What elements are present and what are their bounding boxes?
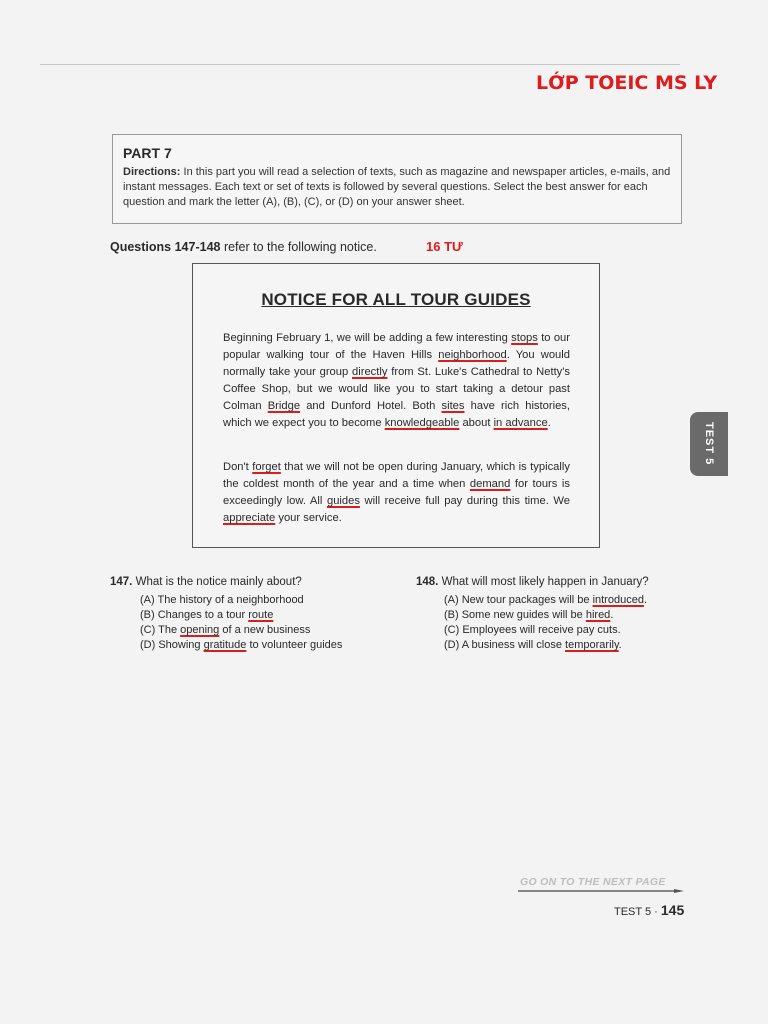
- questions-intro-text: refer to the following notice.: [220, 240, 377, 254]
- underlined-word: Bridge: [267, 400, 301, 412]
- text: Don't: [223, 461, 253, 473]
- text: of a new business: [219, 624, 311, 636]
- notice-paragraph-1: [223, 330, 570, 432]
- question-text: What will most likely happen in January?: [438, 576, 649, 588]
- options-147: [140, 593, 342, 653]
- option-147-b[interactable]: [140, 608, 342, 623]
- underlined-word: introduced: [592, 594, 644, 606]
- options-148: [444, 593, 647, 653]
- notice-paragraph-2: [223, 459, 570, 527]
- option-147-a[interactable]: (A) The history of a neighborhood: [140, 594, 304, 606]
- next-page-label: GO ON TO THE NEXT PAGE: [520, 876, 666, 888]
- option-148-a[interactable]: [444, 593, 647, 608]
- text: to our popular walking tour of the Haven Hills: [223, 332, 571, 361]
- directions-label: Directions:: [123, 166, 181, 178]
- underlined-word: neighborhood: [438, 349, 507, 361]
- underlined-word: guides: [326, 495, 360, 507]
- text: .: [643, 594, 647, 606]
- text: to volunteer guides: [246, 639, 343, 651]
- text: . You would normally take your group: [223, 349, 570, 378]
- text: that we will not be open during January, which is typically the coldest month of the year and a time when: [223, 461, 570, 490]
- question-number: 147.: [110, 576, 133, 588]
- text: from St. Luke's Cathedral to Netty's Coffee Shop, but we would like you to start taking a detour past Colman: [223, 366, 570, 412]
- underlined-word: demand: [469, 478, 511, 490]
- questions-intro: [110, 240, 377, 254]
- underlined-word: appreciate: [223, 512, 276, 524]
- page-number: 145: [660, 902, 685, 918]
- underlined-word: opening: [180, 624, 220, 636]
- page-footer: [614, 902, 684, 918]
- notice-box: [192, 263, 600, 548]
- option-148-b[interactable]: [444, 608, 647, 623]
- text: have rich histories, which we expect you to become: [223, 400, 570, 429]
- handwritten-note: 16 TƯ: [426, 239, 463, 254]
- text: will receive full pay during this time. We: [359, 495, 570, 507]
- question-text: What is the notice mainly about?: [132, 576, 302, 588]
- test-label: TEST 5 ·: [614, 906, 661, 918]
- text: .: [610, 609, 614, 621]
- text: (A) New tour packages will be: [444, 594, 593, 606]
- text: .: [547, 417, 551, 429]
- test-side-tab: [690, 412, 728, 476]
- underlined-word: directly: [352, 366, 388, 378]
- text: (B) Some new guides will be: [444, 609, 586, 621]
- directions: [123, 165, 671, 210]
- text: for tours is exceedingly low. All: [223, 478, 570, 507]
- option-147-d[interactable]: [140, 638, 342, 653]
- text: (D) Showing: [140, 639, 204, 651]
- directions-text: In this part you will read a selection of texts, such as magazine and newspaper articles, e-mails, and instant messages. Each text or set of texts is followed by several questions. Select the best answer for each question and mark the letter (A), (B), (C), or (D) on your answer sheet.: [123, 166, 671, 208]
- arrow-right-icon: [518, 889, 684, 893]
- side-tab-label: TEST 5: [703, 422, 715, 466]
- directions-box: [112, 134, 682, 224]
- underlined-word: hired: [585, 609, 611, 621]
- option-148-c[interactable]: (C) Employees will receive pay cuts.: [444, 624, 621, 636]
- text: Beginning February 1, we will be adding a few interesting: [223, 332, 512, 344]
- underlined-word: knowledgeable: [384, 417, 460, 429]
- watermark: LỚP TOEIC MS LY: [536, 72, 718, 94]
- text: .: [618, 639, 622, 651]
- option-147-c[interactable]: [140, 623, 342, 638]
- underlined-word: temporarily: [565, 639, 619, 651]
- underlined-word: in advance: [493, 417, 548, 429]
- question-148: [416, 576, 649, 588]
- part-title: PART 7: [123, 145, 172, 161]
- text: and Dunford Hotel. Both: [300, 400, 442, 412]
- text: about: [459, 417, 494, 429]
- text: (B) Changes to a tour: [140, 609, 249, 621]
- underlined-word: gratitude: [203, 639, 247, 651]
- text: your service.: [275, 512, 342, 524]
- text: (D) A business will close: [444, 639, 566, 651]
- underlined-word: stops: [511, 332, 538, 344]
- underlined-word: route: [248, 609, 274, 621]
- text: (C) The: [140, 624, 181, 636]
- underlined-word: sites: [441, 400, 465, 412]
- option-148-d[interactable]: [444, 638, 647, 653]
- notice-title: NOTICE FOR ALL TOUR GUIDES: [261, 290, 531, 309]
- underlined-word: forget: [252, 461, 281, 473]
- question-147: [110, 576, 302, 588]
- question-number: 148.: [416, 576, 439, 588]
- top-rule: [40, 64, 680, 65]
- questions-numbers: Questions 147-148: [110, 240, 221, 254]
